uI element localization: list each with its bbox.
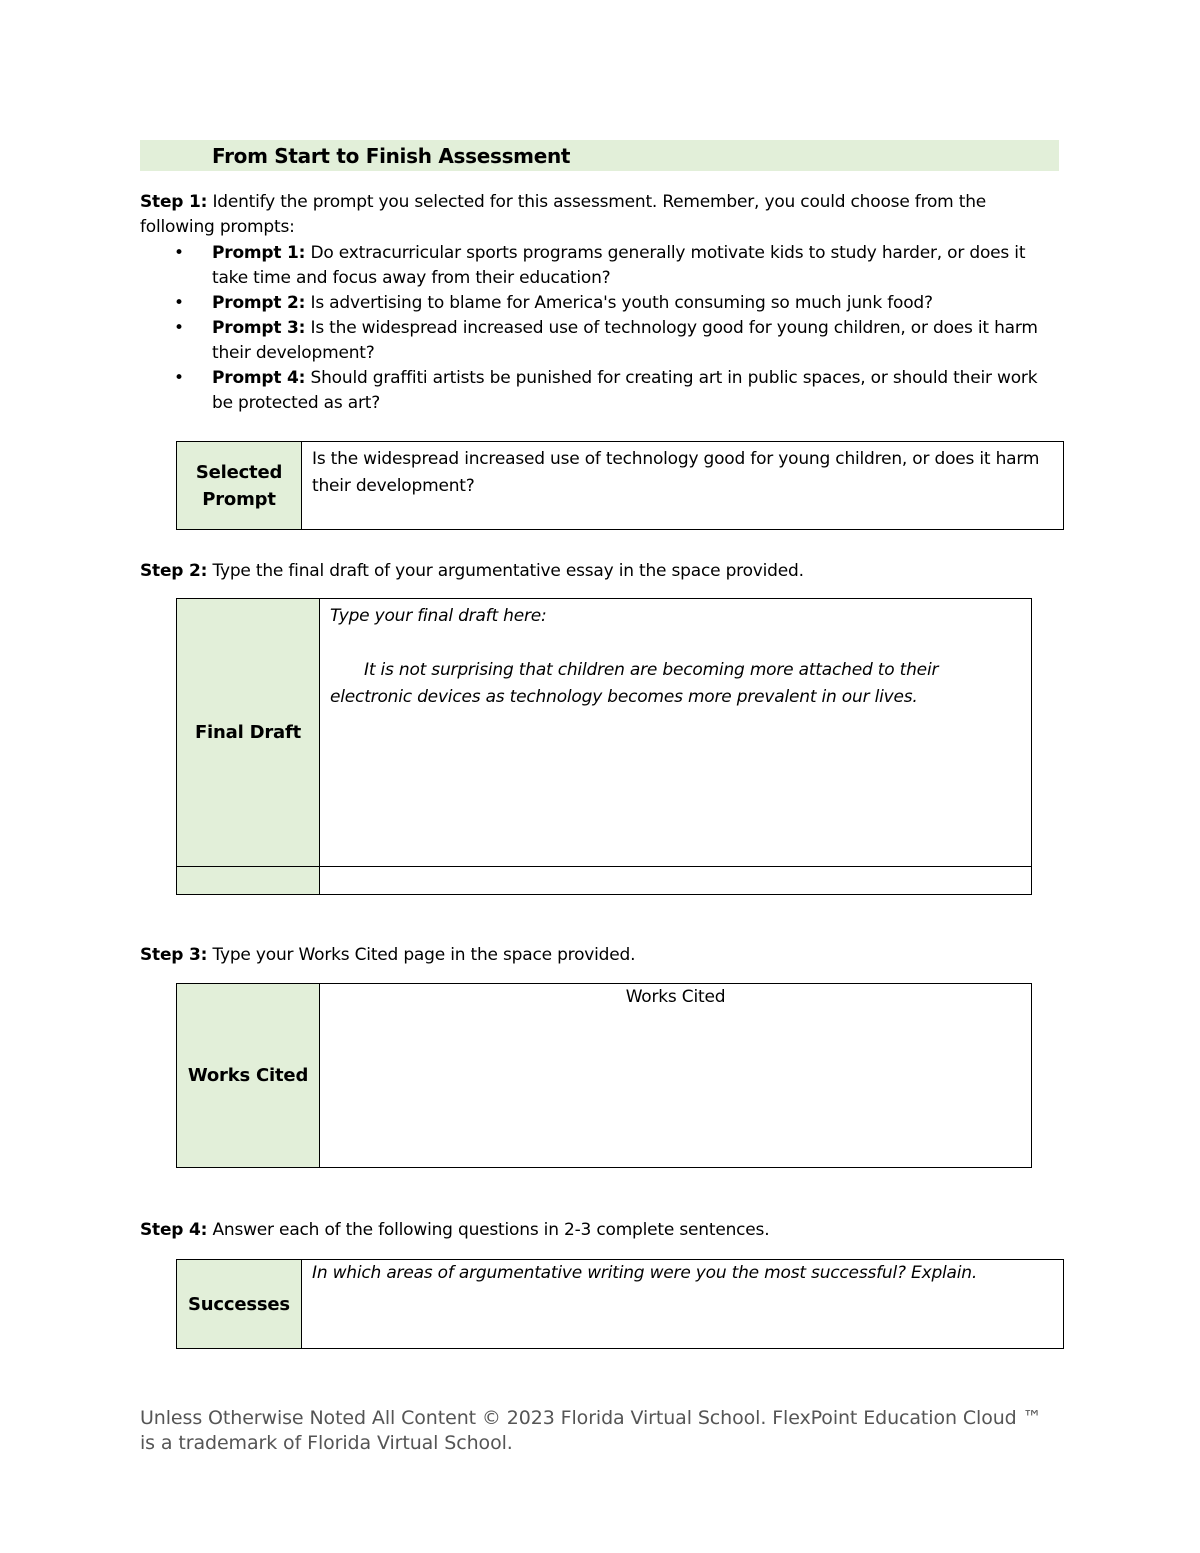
- successes-question: In which areas of argumentative writing were you the most successful? Explain.: [312, 1263, 978, 1283]
- successes-table: [176, 1259, 1064, 1349]
- list-item: [172, 291, 1062, 316]
- step2-label: Step 2:: [140, 561, 208, 581]
- step4-text: Answer each of the following questions in 2-3 complete sentences.: [212, 1220, 770, 1240]
- step2-text: Type the final draft of your argumentative essay in the space provided.: [212, 561, 804, 581]
- selected-prompt-label: Selected Prompt: [177, 442, 302, 530]
- step2-instructions: [140, 559, 1050, 584]
- selected-prompt-field[interactable]: Is the widespread increased use of technology good for young children, or does it harm their development?: [302, 442, 1064, 530]
- step1-text: Identify the prompt you selected for this assessment. Remember, you could choose from the following prompts:: [140, 192, 987, 237]
- document-title: From Start to Finish Assessment: [212, 144, 571, 168]
- step3-instructions: [140, 943, 1050, 968]
- list-item: [172, 366, 1062, 416]
- final-draft-empty-cell[interactable]: [320, 867, 1032, 895]
- prompt-text: Do extracurricular sports programs generally motivate kids to study harder, or does it take time and focus away from their education?: [212, 243, 1026, 288]
- prompt-text: Should graffiti artists be punished for creating art in public spaces, or should their work be protected as art?: [212, 368, 1038, 413]
- bullet-icon: •: [174, 293, 184, 313]
- step1-label: Step 1:: [140, 192, 208, 212]
- works-cited-field[interactable]: [320, 984, 1032, 1168]
- selected-prompt-table: [176, 441, 1064, 530]
- prompt-label: Prompt 4:: [212, 368, 306, 388]
- footer-copyright: Unless Otherwise Noted All Content © 2023 Florida Virtual School. FlexPoint Education Cloud ™ is a trademark of Florida Virtual School.: [140, 1407, 1042, 1454]
- prompt-label: Prompt 1:: [212, 243, 306, 263]
- prompt-text: Is the widespread increased use of technology good for young children, or does it harm their development?: [212, 318, 1038, 363]
- prompt-text: Is advertising to blame for America's youth consuming so much junk food?: [310, 293, 933, 313]
- step3-text: Type your Works Cited page in the space provided.: [212, 945, 636, 965]
- works-cited-table: [176, 983, 1032, 1168]
- prompt-list: [172, 241, 1062, 416]
- works-cited-label: Works Cited: [177, 984, 320, 1168]
- prompt-label: Prompt 3:: [212, 318, 306, 338]
- final-draft-text: It is not surprising that children are becoming more attached to their electronic devices as technology becomes more prevalent in our lives.: [330, 660, 939, 707]
- final-draft-instruction: Type your final draft here:: [330, 606, 547, 626]
- step1-instructions: [140, 190, 1050, 240]
- bullet-icon: •: [174, 318, 184, 338]
- final-draft-label: Final Draft: [177, 599, 320, 867]
- prompt-label: Prompt 2:: [212, 293, 306, 313]
- works-cited-heading: Works Cited: [625, 987, 726, 1007]
- final-draft-table: [176, 598, 1032, 895]
- step3-label: Step 3:: [140, 945, 208, 965]
- successes-field[interactable]: [302, 1260, 1064, 1349]
- successes-label: Successes: [177, 1260, 302, 1349]
- list-item: [172, 241, 1062, 291]
- final-draft-empty-label-cell: [177, 867, 320, 895]
- bullet-icon: •: [174, 368, 184, 388]
- step4-label: Step 4:: [140, 1220, 208, 1240]
- step4-instructions: [140, 1218, 1050, 1243]
- final-draft-field[interactable]: [320, 599, 1032, 867]
- list-item: [172, 316, 1062, 366]
- title-bar: [140, 140, 1059, 171]
- bullet-icon: •: [174, 243, 184, 263]
